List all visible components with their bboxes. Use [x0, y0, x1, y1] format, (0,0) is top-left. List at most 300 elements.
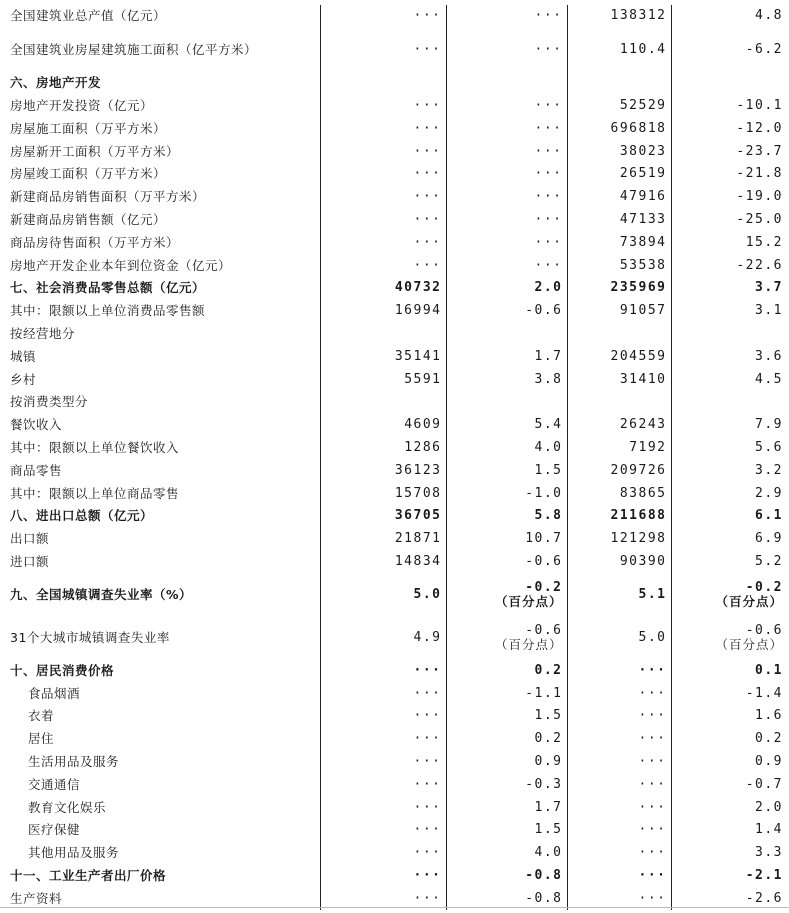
row-label: 九、全国城镇调查失业率（%） — [10, 587, 193, 603]
row-label: 生活用品及服务 — [28, 753, 120, 769]
cell-value: ··· — [413, 97, 442, 113]
cell-value: ··· — [413, 867, 442, 883]
cell-v4 — [671, 5, 787, 28]
cell-value: 5.1 — [638, 587, 667, 603]
table-row — [8, 231, 787, 254]
cell-v2 — [446, 705, 567, 728]
cell-value: ··· — [534, 143, 563, 159]
table-row — [8, 819, 787, 842]
table-row — [8, 414, 787, 437]
cell-value: 26519 — [619, 166, 667, 182]
cell-value: 110.4 — [619, 41, 667, 57]
cell-v2 — [446, 163, 567, 186]
cell-v2 — [446, 842, 567, 865]
cell-value: 36123 — [394, 462, 442, 478]
cell-value: ··· — [638, 867, 667, 883]
cell-v1 — [320, 391, 446, 414]
cell-v1 — [320, 773, 446, 796]
cell-v2 — [446, 300, 567, 323]
row-label: 八、进出口总额（亿元） — [10, 508, 154, 524]
cell-v2 — [446, 728, 567, 751]
cell-value: 0.9 — [534, 753, 563, 769]
cell-v2 — [446, 551, 567, 574]
cell-value: ··· — [638, 708, 667, 724]
cell-value: ··· — [638, 753, 667, 769]
cell-v1 — [320, 231, 446, 254]
row-label: 其中：限额以上单位餐饮收入 — [10, 439, 180, 455]
cell-value: ··· — [413, 799, 442, 815]
cell-v4 — [671, 865, 787, 888]
cell-value: 91057 — [619, 303, 667, 319]
cell-v1 — [320, 28, 446, 72]
cell-v3 — [567, 482, 671, 505]
cell-value: 3.2 — [755, 462, 783, 478]
cell-value: 1.7 — [534, 799, 563, 815]
cell-v2 — [446, 345, 567, 368]
cell-value: ··· — [413, 143, 442, 159]
cell-v3 — [567, 659, 671, 682]
cell-value: 90390 — [619, 553, 667, 569]
cell-v1 — [320, 617, 446, 659]
row-label: 其中：限额以上单位商品零售 — [10, 485, 180, 501]
cell-value: ··· — [638, 662, 667, 678]
cell-v4 — [671, 140, 787, 163]
cell-value: 1.7 — [534, 348, 563, 364]
cell-v3 — [567, 773, 671, 796]
cell-v4 — [671, 186, 787, 209]
table-row — [8, 551, 787, 574]
table-row — [8, 842, 787, 865]
cell-value: 0.1 — [755, 662, 783, 678]
cell-value: 138312 — [610, 8, 667, 24]
table-row — [8, 796, 787, 819]
row-label: 教育文化娱乐 — [28, 799, 107, 815]
cell-v1 — [320, 459, 446, 482]
cell-v3 — [567, 819, 671, 842]
cell-v4 — [671, 163, 787, 186]
cell-v2 — [446, 773, 567, 796]
table-row — [8, 437, 787, 460]
cell-value: ··· — [413, 776, 442, 792]
table-row — [8, 28, 787, 72]
table-row — [8, 659, 787, 682]
cell-v2 — [446, 323, 567, 346]
cell-v2 — [446, 414, 567, 437]
cell-v1 — [320, 5, 446, 28]
cell-value: 14834 — [394, 553, 442, 569]
cell-value: 5591 — [404, 371, 442, 387]
cell-v4 — [671, 209, 787, 232]
cell-v2 — [446, 796, 567, 819]
cell-v1 — [320, 323, 446, 346]
cell-value: 38023 — [619, 143, 667, 159]
cell-v3 — [567, 186, 671, 209]
cell-value: ··· — [534, 8, 563, 24]
cell-v4 — [671, 391, 787, 414]
cell-v4 — [671, 773, 787, 796]
cell-value: -22.6 — [736, 257, 783, 273]
table-row — [8, 5, 787, 28]
table-row — [8, 728, 787, 751]
cell-v2 — [446, 617, 567, 659]
cell-value: -0.8 — [525, 890, 563, 906]
cell-value: ··· — [534, 234, 563, 250]
cell-value: ··· — [638, 822, 667, 838]
cell-v4 — [671, 617, 787, 659]
cell-unit-note: （百分点） — [494, 637, 563, 653]
cell-value: 3.1 — [755, 303, 783, 319]
cell-v3 — [567, 368, 671, 391]
cell-value: ··· — [413, 685, 442, 701]
cell-value: 35141 — [394, 348, 442, 364]
table-row — [8, 617, 787, 659]
cell-value: 1.5 — [534, 708, 563, 724]
cell-value: ··· — [413, 166, 442, 182]
cell-v3 — [567, 528, 671, 551]
cell-value: 83865 — [619, 485, 667, 501]
cell-v3 — [567, 505, 671, 528]
cell-value: 7192 — [629, 439, 667, 455]
cell-value: -2.1 — [745, 867, 783, 883]
cell-value: ··· — [413, 890, 442, 906]
cell-value: -0.6 — [525, 303, 563, 319]
table-row — [8, 573, 787, 617]
cell-v3 — [567, 751, 671, 774]
table-row — [8, 505, 787, 528]
cell-v4 — [671, 414, 787, 437]
cell-v3 — [567, 140, 671, 163]
table-row — [8, 345, 787, 368]
cell-v4 — [671, 323, 787, 346]
cell-v1 — [320, 414, 446, 437]
cell-value: ··· — [638, 685, 667, 701]
cell-value: 73894 — [619, 234, 667, 250]
cell-value: ··· — [413, 211, 442, 227]
cell-v1 — [320, 117, 446, 140]
cell-v1 — [320, 345, 446, 368]
table-row — [8, 254, 787, 277]
cell-v4 — [671, 231, 787, 254]
cell-value: 204559 — [610, 348, 667, 364]
row-label: 餐饮收入 — [10, 417, 63, 433]
cell-v3 — [567, 163, 671, 186]
cell-v2 — [446, 819, 567, 842]
cell-v1 — [320, 163, 446, 186]
cell-value: 5.2 — [755, 553, 783, 569]
cell-v1 — [320, 728, 446, 751]
cell-v1 — [320, 300, 446, 323]
cell-value: ··· — [534, 41, 563, 57]
cell-v2 — [446, 277, 567, 300]
cell-v3 — [567, 728, 671, 751]
cell-v4 — [671, 842, 787, 865]
cell-v3 — [567, 28, 671, 72]
cell-v2 — [446, 865, 567, 888]
cell-v1 — [320, 72, 446, 95]
cell-unit-note: （百分点） — [494, 594, 563, 610]
row-label: 衣着 — [28, 708, 55, 724]
row-label: 生产资料 — [10, 890, 63, 906]
cell-value: -0.6 — [525, 553, 563, 569]
cell-value: 6.9 — [755, 531, 783, 547]
cell-value: ··· — [413, 822, 442, 838]
cell-v4 — [671, 751, 787, 774]
cell-value: 15.2 — [745, 234, 783, 250]
row-label: 房屋施工面积（万平方米） — [10, 120, 167, 136]
cell-value: ··· — [534, 120, 563, 136]
cell-value: 6.1 — [755, 508, 783, 524]
cell-v2 — [446, 117, 567, 140]
table-row — [8, 117, 787, 140]
cell-value: ··· — [638, 845, 667, 861]
cell-v3 — [567, 209, 671, 232]
cell-v2 — [446, 72, 567, 95]
cell-v3 — [567, 551, 671, 574]
cell-v1 — [320, 95, 446, 118]
table-row — [8, 209, 787, 232]
cell-value: ··· — [638, 890, 667, 906]
cell-value: ··· — [638, 731, 667, 747]
cell-v2 — [446, 505, 567, 528]
cell-value: -0.2 — [525, 580, 563, 596]
table-row — [8, 865, 787, 888]
cell-value: 2.0 — [534, 280, 563, 296]
cell-v3 — [567, 391, 671, 414]
cell-value: ··· — [638, 776, 667, 792]
cell-v1 — [320, 659, 446, 682]
row-label: 食品烟酒 — [28, 685, 81, 701]
cell-value: -2.6 — [745, 890, 783, 906]
cell-v3 — [567, 117, 671, 140]
row-label: 31个大城市城镇调查失业率 — [10, 630, 170, 646]
cell-value: ··· — [534, 97, 563, 113]
cell-v2 — [446, 140, 567, 163]
cell-value: ··· — [534, 257, 563, 273]
cell-v1 — [320, 505, 446, 528]
cell-value: ··· — [413, 845, 442, 861]
cell-v3 — [567, 300, 671, 323]
row-label: 七、社会消费品零售总额（亿元） — [10, 280, 206, 296]
table-row — [8, 140, 787, 163]
cell-value: ··· — [413, 120, 442, 136]
row-label: 按消费类型分 — [10, 394, 89, 410]
row-label: 居住 — [28, 731, 55, 747]
cell-v2 — [446, 573, 567, 617]
table-row — [8, 186, 787, 209]
cell-v4 — [671, 482, 787, 505]
cell-v3 — [567, 277, 671, 300]
cell-v2 — [446, 391, 567, 414]
cell-value: ··· — [638, 799, 667, 815]
cell-value: 1.4 — [755, 822, 783, 838]
table-row — [8, 277, 787, 300]
cell-v4 — [671, 300, 787, 323]
cell-v3 — [567, 323, 671, 346]
cell-value: 2.0 — [755, 799, 783, 815]
cell-value: 52529 — [619, 97, 667, 113]
cell-value: 1.5 — [534, 462, 563, 478]
cell-v4 — [671, 528, 787, 551]
cell-v4 — [671, 573, 787, 617]
cell-value: -0.6 — [745, 623, 783, 639]
cell-value: 31410 — [619, 371, 667, 387]
statistics-table-body — [8, 5, 787, 910]
row-label: 其他用品及服务 — [28, 845, 120, 861]
cell-v4 — [671, 72, 787, 95]
cell-v3 — [567, 842, 671, 865]
cell-value: -0.3 — [525, 776, 563, 792]
statistics-table — [8, 5, 787, 910]
cell-v4 — [671, 459, 787, 482]
cell-value: 5.0 — [413, 587, 442, 603]
cell-value: 15708 — [394, 485, 442, 501]
cell-v4 — [671, 705, 787, 728]
cell-v3 — [567, 72, 671, 95]
cell-v2 — [446, 254, 567, 277]
row-label: 十一、工业生产者出厂价格 — [10, 867, 167, 883]
row-label: 其中：限额以上单位消费品零售额 — [10, 303, 206, 319]
cell-v1 — [320, 705, 446, 728]
table-row — [8, 528, 787, 551]
cell-v2 — [446, 186, 567, 209]
table-row — [8, 72, 787, 95]
row-label: 城镇 — [10, 348, 37, 364]
cell-value: -25.0 — [736, 211, 783, 227]
cell-v3 — [567, 796, 671, 819]
cell-v3 — [567, 95, 671, 118]
cell-value: 4.9 — [413, 630, 442, 646]
cell-v2 — [446, 482, 567, 505]
cell-value: 4.0 — [534, 439, 563, 455]
cell-value: ··· — [413, 731, 442, 747]
cell-value: -12.0 — [736, 120, 783, 136]
cell-v3 — [567, 345, 671, 368]
cell-v2 — [446, 5, 567, 28]
cell-value: 7.9 — [755, 417, 783, 433]
cell-v1 — [320, 682, 446, 705]
cell-value: 0.2 — [534, 662, 563, 678]
cell-v1 — [320, 528, 446, 551]
cell-value: ··· — [413, 708, 442, 724]
cell-v2 — [446, 459, 567, 482]
cell-v1 — [320, 573, 446, 617]
table-row — [8, 773, 787, 796]
cell-v3 — [567, 414, 671, 437]
row-label: 房屋新开工面积（万平方米） — [10, 143, 180, 159]
table-row — [8, 391, 787, 414]
row-label: 乡村 — [10, 371, 37, 387]
cell-unit-note: （百分点） — [715, 594, 783, 610]
row-label: 出口额 — [10, 531, 50, 547]
row-label: 十、居民消费价格 — [10, 662, 115, 678]
bottom-divider — [0, 907, 789, 908]
row-label: 按经营地分 — [10, 325, 76, 341]
cell-v3 — [567, 459, 671, 482]
cell-v2 — [446, 209, 567, 232]
cell-value: -6.2 — [745, 41, 783, 57]
cell-value: ··· — [413, 234, 442, 250]
cell-value: 40732 — [394, 280, 442, 296]
table-row — [8, 751, 787, 774]
cell-value: ··· — [534, 166, 563, 182]
cell-v4 — [671, 659, 787, 682]
cell-value: -0.2 — [745, 580, 783, 596]
row-label: 房地产开发企业本年到位资金（亿元） — [10, 257, 232, 273]
cell-v1 — [320, 819, 446, 842]
cell-v4 — [671, 368, 787, 391]
cell-v1 — [320, 277, 446, 300]
cell-value: 235969 — [610, 280, 667, 296]
cell-v1 — [320, 751, 446, 774]
cell-value: 1286 — [404, 439, 442, 455]
row-label: 新建商品房销售额（亿元） — [10, 211, 167, 227]
row-label: 医疗保健 — [28, 822, 81, 838]
cell-v4 — [671, 95, 787, 118]
cell-v1 — [320, 796, 446, 819]
table-row — [8, 95, 787, 118]
cell-v1 — [320, 437, 446, 460]
table-row — [8, 705, 787, 728]
cell-value: 0.9 — [755, 753, 783, 769]
cell-value: 53538 — [619, 257, 667, 273]
table-row — [8, 682, 787, 705]
cell-value: -0.7 — [745, 776, 783, 792]
table-row — [8, 482, 787, 505]
cell-value: -19.0 — [736, 189, 783, 205]
cell-value: 696818 — [610, 120, 667, 136]
cell-value: 3.7 — [755, 280, 783, 296]
cell-v3 — [567, 705, 671, 728]
cell-v1 — [320, 551, 446, 574]
row-label: 商品零售 — [10, 462, 63, 478]
cell-value: 211688 — [610, 508, 667, 524]
cell-v2 — [446, 231, 567, 254]
cell-value: 26243 — [619, 417, 667, 433]
cell-value: 5.0 — [638, 630, 667, 646]
cell-value: ··· — [534, 211, 563, 227]
cell-value: -0.8 — [525, 867, 563, 883]
table-row — [8, 300, 787, 323]
cell-value: -1.0 — [525, 485, 563, 501]
cell-value: 3.6 — [755, 348, 783, 364]
cell-v1 — [320, 140, 446, 163]
row-label: 商品房待售面积（万平方米） — [10, 234, 180, 250]
cell-v4 — [671, 277, 787, 300]
cell-v1 — [320, 209, 446, 232]
cell-value: -0.6 — [525, 623, 563, 639]
cell-value: 209726 — [610, 462, 667, 478]
cell-v1 — [320, 254, 446, 277]
cell-value: 47133 — [619, 211, 667, 227]
cell-value: 0.2 — [755, 731, 783, 747]
cell-v4 — [671, 796, 787, 819]
cell-value: 2.9 — [755, 485, 783, 501]
cell-value: 3.8 — [534, 371, 563, 387]
table-row — [8, 163, 787, 186]
cell-v3 — [567, 231, 671, 254]
cell-value: 5.8 — [534, 508, 563, 524]
cell-value: -21.8 — [736, 166, 783, 182]
cell-value: -23.7 — [736, 143, 783, 159]
cell-v1 — [320, 865, 446, 888]
cell-v4 — [671, 117, 787, 140]
cell-v3 — [567, 573, 671, 617]
row-label: 房屋竣工面积（万平方米） — [10, 166, 167, 182]
row-label: 全国建筑业总产值（亿元） — [10, 8, 167, 24]
cell-v4 — [671, 437, 787, 460]
cell-v4 — [671, 28, 787, 72]
row-label: 新建商品房销售面积（万平方米） — [10, 189, 206, 205]
